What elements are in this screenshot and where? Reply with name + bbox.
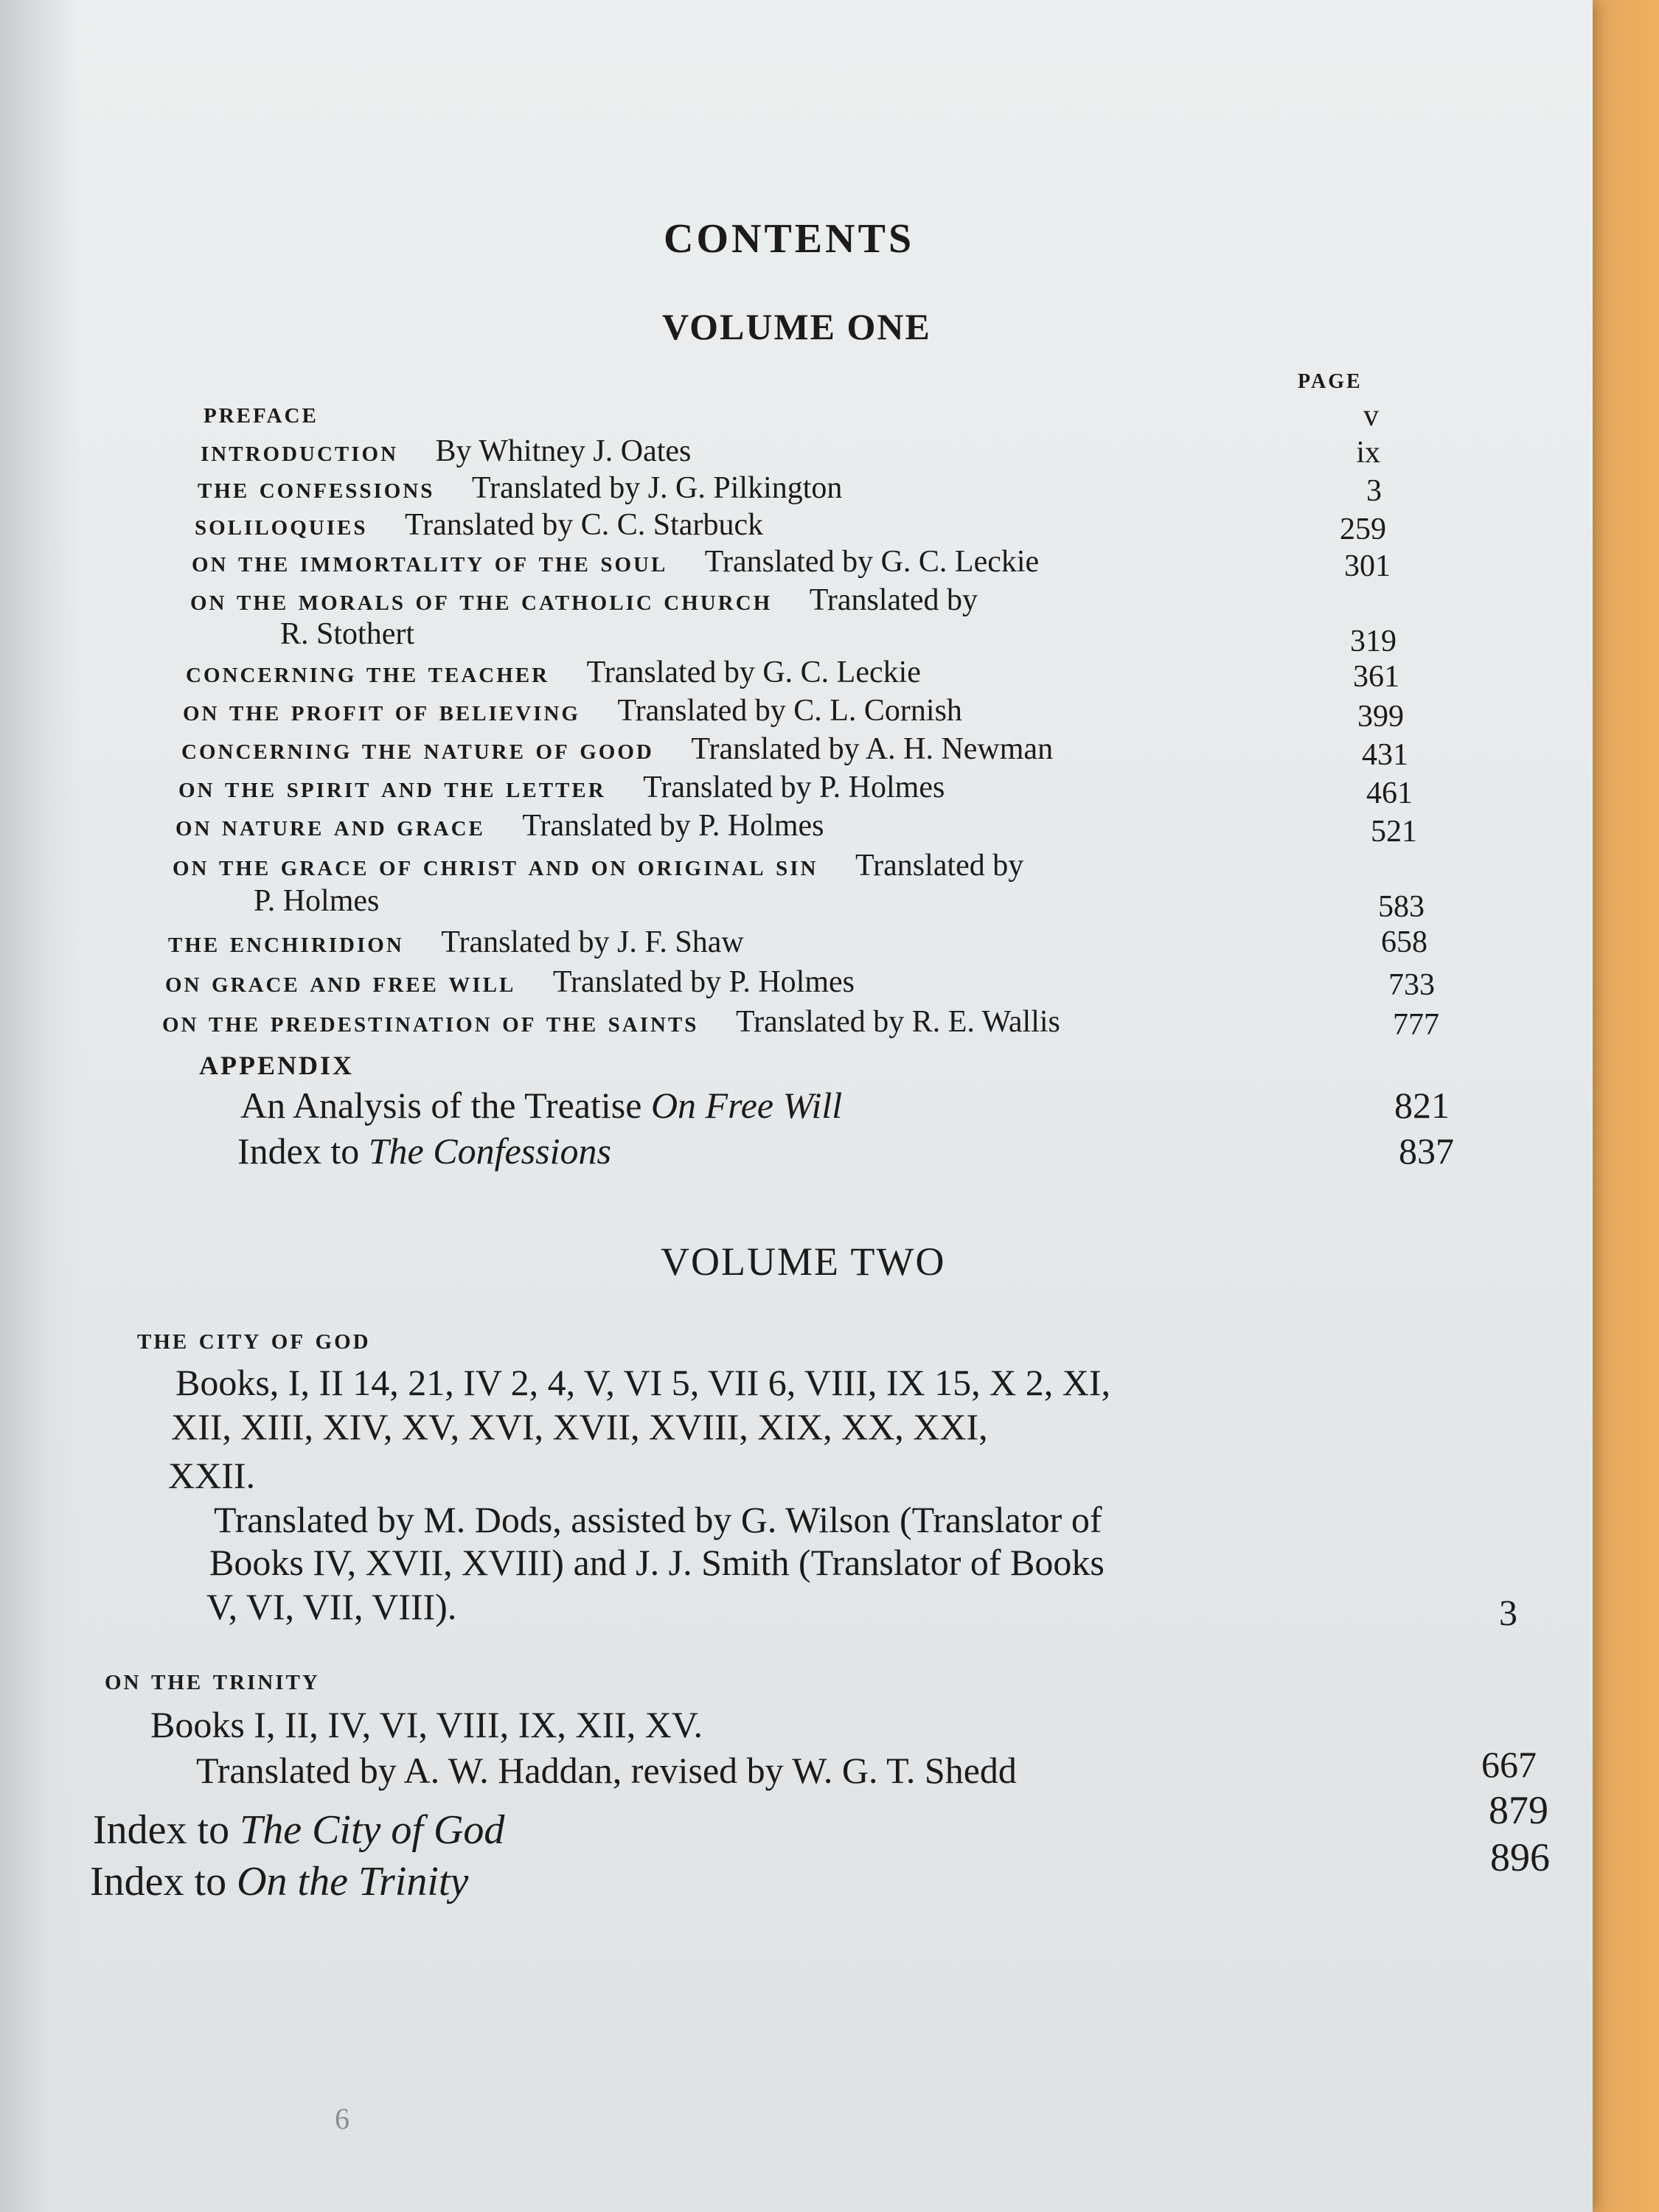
entry-credit: Translated by J. F. Shaw bbox=[441, 925, 744, 959]
entry-page: 461 bbox=[1366, 776, 1413, 810]
entry-title: on nature and grace bbox=[175, 809, 485, 843]
city-of-god-books-line: Books, I, II 14, 21, IV 2, 4, V, VI 5, VII 6, VIII, IX 15, X 2, XI, bbox=[175, 1362, 1111, 1403]
entry-page: 521 bbox=[1371, 815, 1417, 849]
entry-title: the enchiridion bbox=[168, 925, 404, 959]
entry-credit: Translated by P. Holmes bbox=[643, 771, 945, 804]
entry-credit: Translated by A. H. Newman bbox=[691, 732, 1054, 766]
appendix-label bbox=[199, 1050, 354, 1081]
appendix-item-prefix: Index to bbox=[237, 1130, 360, 1172]
entry-page: 777 bbox=[1393, 1008, 1439, 1042]
appendix-item-italic: On Free Will bbox=[650, 1085, 843, 1126]
toc-entry bbox=[192, 544, 1039, 580]
volume-one-heading: VOLUME ONE bbox=[662, 306, 931, 347]
entry-title: introduction bbox=[201, 434, 399, 468]
appendix-label-text: APPENDIX bbox=[199, 1051, 354, 1080]
index-italic: On the Trinity bbox=[237, 1859, 469, 1905]
city-of-god-translator-line: Books IV, XVII, XVIII) and J. J. Smith (Translator of Books bbox=[209, 1542, 1105, 1583]
entry-page: 583 bbox=[1378, 890, 1425, 924]
trinity-page: 667 bbox=[1481, 1744, 1537, 1785]
appendix-item-prefix: An Analysis of the Treatise bbox=[240, 1085, 642, 1126]
entry-title: on the profit of believing bbox=[183, 694, 580, 728]
entry-page: ix bbox=[1356, 436, 1380, 470]
index-prefix: Index to bbox=[90, 1859, 227, 1905]
entry-credit: Translated by P. Holmes bbox=[522, 809, 824, 843]
entry-title: soliloquies bbox=[195, 508, 368, 542]
entry-credit: R. Stothert bbox=[280, 617, 415, 651]
entry-credit: Translated by P. Holmes bbox=[552, 965, 855, 999]
toc-entry bbox=[201, 434, 691, 469]
index-page: 896 bbox=[1490, 1835, 1550, 1879]
entry-credit: Translated by C. L. Cornish bbox=[617, 694, 962, 728]
index-prefix: Index to bbox=[93, 1807, 230, 1853]
entry-page: 733 bbox=[1388, 968, 1435, 1002]
toc-entry bbox=[175, 808, 824, 844]
toc-entry bbox=[186, 655, 921, 690]
index-entry bbox=[93, 1806, 504, 1854]
entry-credit: Translated by bbox=[809, 583, 978, 617]
contents-title: CONTENTS bbox=[664, 216, 915, 262]
entry-page: v bbox=[1363, 399, 1379, 433]
toc-entry bbox=[162, 1004, 1060, 1040]
toc-entry bbox=[165, 964, 855, 1000]
appendix-page: 837 bbox=[1399, 1130, 1454, 1172]
appendix-item-italic: The Confessions bbox=[368, 1130, 611, 1172]
city-of-god-translator-line: V, VI, VII, VIII). bbox=[206, 1586, 457, 1627]
entry-title: preface bbox=[204, 396, 319, 430]
appendix-item bbox=[240, 1084, 842, 1127]
toc-entry bbox=[178, 770, 945, 805]
trinity-translator: Translated by A. W. Haddan, revised by W. G. T. Shedd bbox=[196, 1750, 1017, 1791]
city-of-god-title-text: the city of god bbox=[137, 1322, 371, 1356]
toc-entry bbox=[190, 582, 978, 618]
toc-entry bbox=[204, 395, 319, 431]
entry-credit: Translated by G. C. Leckie bbox=[586, 655, 921, 689]
trinity-title-text: on the trinity bbox=[105, 1663, 320, 1697]
toc-entry bbox=[183, 693, 962, 728]
index-italic: The City of God bbox=[240, 1807, 505, 1853]
entry-title: on the immortality of the soul bbox=[192, 545, 668, 579]
entry-title: on the grace of christ and on original sin bbox=[173, 849, 818, 883]
entry-page: 361 bbox=[1353, 660, 1399, 694]
toc-entry bbox=[195, 507, 763, 543]
entry-title: on grace and free will bbox=[165, 965, 516, 999]
entry-title: concerning the nature of good bbox=[181, 732, 654, 766]
volume-two-heading: VOLUME TWO bbox=[661, 1239, 946, 1284]
city-of-god-page: 3 bbox=[1499, 1592, 1517, 1633]
entry-credit: P. Holmes bbox=[254, 884, 380, 918]
trinity-books: Books I, II, IV, VI, VIII, IX, XII, XV. bbox=[150, 1704, 703, 1745]
toc-entry bbox=[198, 470, 842, 506]
entry-credit: Translated by G. C. Leckie bbox=[704, 545, 1040, 579]
entry-page: 658 bbox=[1381, 925, 1427, 959]
toc-entry bbox=[168, 925, 744, 960]
entry-page: 3 bbox=[1366, 474, 1382, 508]
city-of-god-translator-line: Translated by M. Dods, assisted by G. Wilson (Translator of bbox=[214, 1499, 1102, 1540]
entry-credit: Translated by R. E. Wallis bbox=[735, 1005, 1060, 1039]
toc-entry bbox=[254, 883, 379, 919]
index-page: 879 bbox=[1489, 1788, 1548, 1832]
entry-title: on the predestination of the saints bbox=[162, 1005, 699, 1039]
page-column-label: PAGE bbox=[1298, 370, 1363, 393]
entry-credit: Translated by J. G. Pilkington bbox=[471, 471, 843, 505]
toc-entry bbox=[280, 616, 414, 652]
toc-entry bbox=[181, 731, 1053, 767]
entry-page: 399 bbox=[1357, 700, 1404, 734]
appendix-page: 821 bbox=[1394, 1085, 1450, 1126]
entry-title: the confessions bbox=[198, 471, 435, 505]
entry-title: on the morals of the catholic church bbox=[190, 583, 773, 617]
city-of-god-books-line: XXII. bbox=[168, 1455, 256, 1496]
entry-credit: By Whitney J. Oates bbox=[435, 434, 692, 468]
entry-page: 259 bbox=[1340, 512, 1386, 546]
appendix-item bbox=[237, 1130, 611, 1172]
entry-credit: Translated by bbox=[855, 849, 1024, 883]
city-of-god-books-line: XII, XIII, XIV, XV, XVI, XVII, XVIII, XIX, XX, XXI, bbox=[171, 1406, 988, 1447]
entry-title: concerning the teacher bbox=[186, 655, 550, 689]
city-of-god-title bbox=[137, 1321, 371, 1357]
entry-page: 301 bbox=[1344, 549, 1391, 583]
toc-entry bbox=[173, 848, 1023, 883]
entry-page: 319 bbox=[1350, 625, 1397, 658]
entry-page: 431 bbox=[1362, 738, 1408, 772]
entry-title: on the spirit and the letter bbox=[178, 771, 606, 804]
entry-credit: Translated by C. C. Starbuck bbox=[404, 508, 764, 542]
index-entry bbox=[90, 1858, 468, 1905]
trinity-title bbox=[105, 1662, 320, 1697]
page-mark: 6 bbox=[335, 2102, 349, 2135]
